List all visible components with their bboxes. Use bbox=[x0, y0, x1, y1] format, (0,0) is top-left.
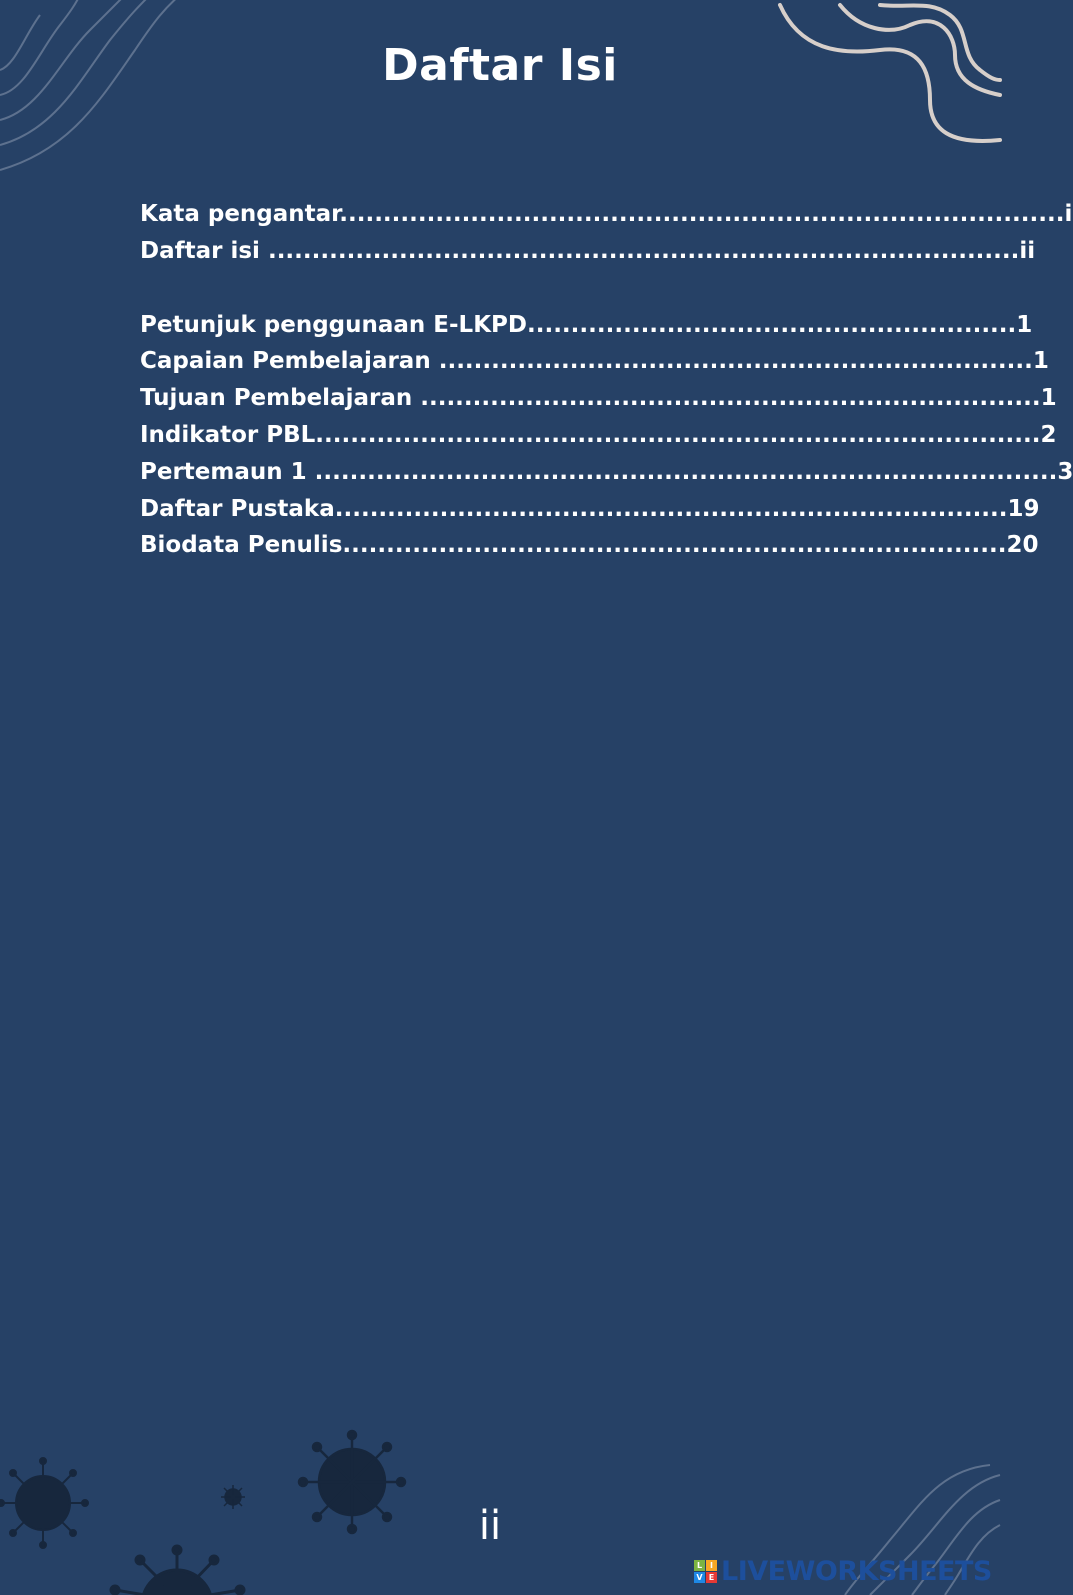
toc-entry-leader: ....................................................................... bbox=[420, 385, 1041, 412]
toc-entry-page: 1 bbox=[1016, 311, 1033, 338]
toc-entry-label: Pertemaun 1 bbox=[140, 458, 315, 485]
toc-entry-page: i bbox=[1064, 201, 1073, 227]
toc-entry-leader: ............................................................................ bbox=[342, 532, 1007, 559]
toc-entry bbox=[140, 380, 1057, 417]
toc-entry-page: 1 bbox=[1040, 385, 1057, 412]
toc-entry-label: Daftar Pustaka bbox=[140, 495, 335, 522]
toc-entry-label: Capaian Pembelajaran bbox=[140, 348, 439, 375]
liveworksheets-watermark bbox=[694, 1556, 992, 1586]
toc-entry-leader: ................................................................................... bbox=[339, 201, 1065, 227]
toc-entry bbox=[140, 454, 1073, 491]
toc-entry-page: ii bbox=[1019, 237, 1036, 264]
toc-entry-label: Petunjuk penggunaan E-LKPD bbox=[140, 311, 527, 338]
toc-entry bbox=[140, 233, 1036, 270]
toc-entry-page: 2 bbox=[1040, 421, 1057, 448]
toc-entry-leader: ................................................................................... bbox=[315, 421, 1041, 448]
toc-entry-page: 20 bbox=[1006, 532, 1039, 559]
liveworksheets-logo-icon: L I V E bbox=[694, 1560, 717, 1583]
toc-entry-label: Tujuan Pembelajaran bbox=[140, 385, 421, 412]
page-title: Daftar Isi bbox=[382, 40, 618, 91]
table-of-contents bbox=[140, 196, 1073, 564]
toc-entry-leader: ............................................................................. bbox=[334, 495, 1008, 522]
toc-entry-page: 19 bbox=[1007, 495, 1040, 522]
toc-entry-label: Biodata Penulis bbox=[140, 532, 343, 559]
toc-entry-page: 3 bbox=[1057, 458, 1073, 485]
toc-entry bbox=[140, 417, 1057, 454]
toc-entry bbox=[140, 196, 1073, 233]
virus-icon-partial bbox=[110, 1545, 245, 1595]
toc-entry-leader: ...................................................................................... bbox=[267, 237, 1020, 264]
toc-entry-leader: .................................................................... bbox=[438, 348, 1033, 375]
toc-entry-label: Daftar isi bbox=[140, 237, 268, 264]
watermark-text: LIVEWORKSHEETS bbox=[721, 1555, 992, 1587]
toc-entry-leader: ........................................................ bbox=[526, 311, 1017, 338]
page-number: ii bbox=[478, 1503, 502, 1549]
toc-entry-label: Kata pengantar bbox=[140, 201, 340, 227]
toc-entry bbox=[140, 307, 1033, 344]
toc-entry bbox=[140, 527, 1039, 564]
toc-spacer bbox=[140, 270, 900, 307]
toc-entry-page: 1 bbox=[1032, 348, 1049, 375]
toc-entry bbox=[140, 491, 1040, 528]
toc-entry-leader: ..................................................................................... bbox=[314, 458, 1058, 485]
toc-entry-label: Indikator PBL bbox=[140, 421, 316, 448]
toc-entry bbox=[140, 343, 1049, 380]
